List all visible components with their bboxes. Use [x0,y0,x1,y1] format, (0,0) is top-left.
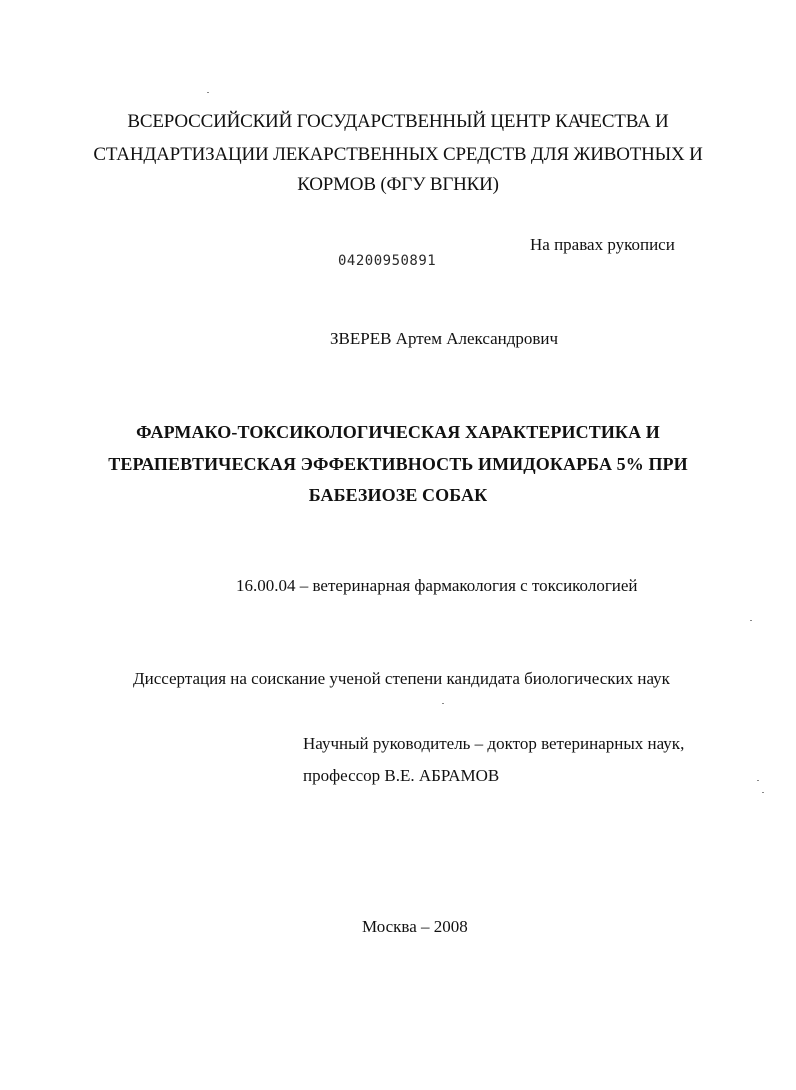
organization-line-1: ВСЕРОССИЙСКИЙ ГОСУДАРСТВЕННЫЙ ЦЕНТР КАЧЕСТВА И [127,111,669,132]
supervisor-line-1: Научный руководитель – доктор ветеринарных наук, [303,734,685,753]
specialty-code: 16.00.04 – ветеринарная фармакология с токсикологией [236,576,638,595]
dissertation-title-line-3: БАБЕЗИОЗЕ СОБАК [308,485,488,505]
dissertation-title-line-1: ФАРМАКО-ТОКСИКОЛОГИЧЕСКАЯ ХАРАКТЕРИСТИКА И [136,422,660,442]
scan-speck [750,620,752,621]
organization-line-3: КОРМОВ (ФГУ ВГНКИ) [297,174,499,195]
organization-line-2: СТАНДАРТИЗАЦИИ ЛЕКАРСТВЕННЫХ СРЕДСТВ ДЛЯ ЖИВОТНЫХ И [93,144,703,165]
rights-note: На правах рукописи [530,235,675,254]
stamp-number: 04200950891 [338,253,437,269]
scan-speck [762,792,764,793]
dissertation-title-line-2: ТЕРАПЕВТИЧЕСКАЯ ЭФФЕКТИВНОСТЬ ИМИДОКАРБА 5% ПРИ [108,454,688,474]
scan-speck [442,703,444,704]
supervisor-line-2: профессор В.Е. АБРАМОВ [303,766,500,785]
author-name: ЗВЕРЕВ Артем Александрович [330,329,559,348]
degree-statement: Диссертация на соискание ученой степени кандидата биологических наук [133,669,670,688]
place-and-year: Москва – 2008 [362,917,468,936]
scan-speck [757,780,759,781]
scan-speck [207,92,209,93]
